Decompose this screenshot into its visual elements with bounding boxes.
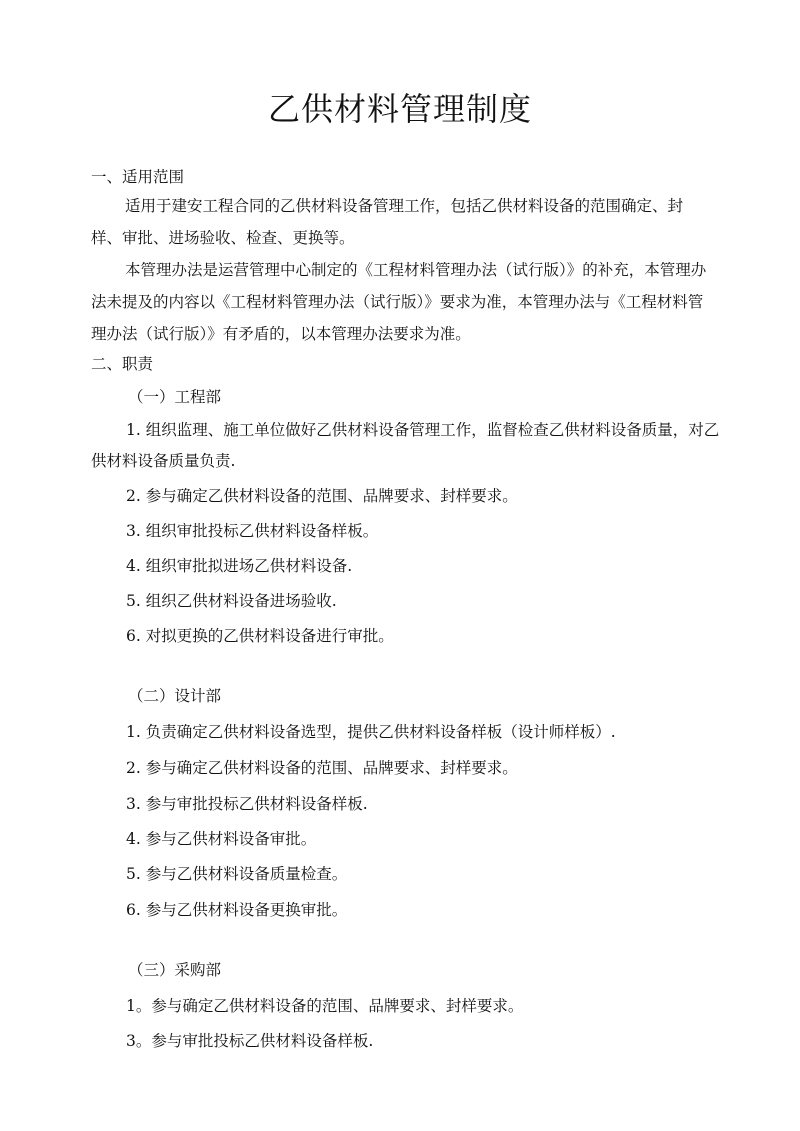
- section-heading-scope: 一、适用范围: [91, 168, 185, 186]
- purchasing-item-1: 1。参与确定乙供材料设备的范围、品牌要求、封样要求。: [126, 997, 524, 1015]
- engineering-item-1-line-1: 1. 组织监理、施工单位做好乙供材料设备管理工作，监督检查乙供材料设备质量，对乙: [126, 421, 720, 439]
- section-heading-duties: 二、职责: [91, 355, 154, 373]
- engineering-item-2: 2. 参与确定乙供材料设备的范围、品牌要求、封样要求。: [126, 487, 518, 505]
- design-item-2: 2. 参与确定乙供材料设备的范围、品牌要求、封样要求。: [126, 759, 518, 777]
- document-title: 乙供材料管理制度: [267, 90, 532, 128]
- subsection-heading-purchasing: （三）采购部: [128, 961, 222, 979]
- engineering-item-4: 4. 组织审批拟进场乙供材料设备.: [126, 557, 353, 575]
- design-item-4: 4. 参与乙供材料设备审批。: [126, 830, 317, 848]
- engineering-item-6: 6. 对拟更换的乙供材料设备进行审批。: [126, 627, 394, 645]
- subsection-heading-engineering: （一）工程部: [128, 388, 222, 406]
- engineering-item-5: 5. 组织乙供材料设备进场验收.: [126, 592, 337, 610]
- scope-paragraph-1: 适用于建安工程合同的乙供材料设备管理工作，包括乙供材料设备的范围确定、封样、审批、进场验收、检查、更换等。: [91, 197, 684, 247]
- scope-paragraph-2: 本管理办法是运营管理中心制定的《工程材料管理办法（试行版）》的补充，本管理办法未提及的内容以《工程材料管理办法（试行版）》要求为准，本管理办法与《工程材料管理办法（试行版）》有矛盾的，以本管理办法要求为准。: [91, 261, 707, 343]
- design-item-6: 6. 参与乙供材料设备更换审批。: [126, 901, 348, 919]
- engineering-item-3: 3. 组织审批投标乙供材料设备样板。: [126, 522, 379, 540]
- design-item-5: 5. 参与乙供材料设备质量检查。: [126, 865, 348, 883]
- design-item-1: 1. 负责确定乙供材料设备选型，提供乙供材料设备样板（设计师样板）.: [126, 723, 616, 741]
- purchasing-item-3: 3。参与审批投标乙供材料设备样板.: [126, 1032, 374, 1050]
- design-item-3: 3. 参与审批投标乙供材料设备样板.: [126, 795, 368, 813]
- engineering-item-1-line-2: 供材料设备质量负责.: [91, 452, 236, 470]
- subsection-heading-design: （二）设计部: [128, 687, 222, 705]
